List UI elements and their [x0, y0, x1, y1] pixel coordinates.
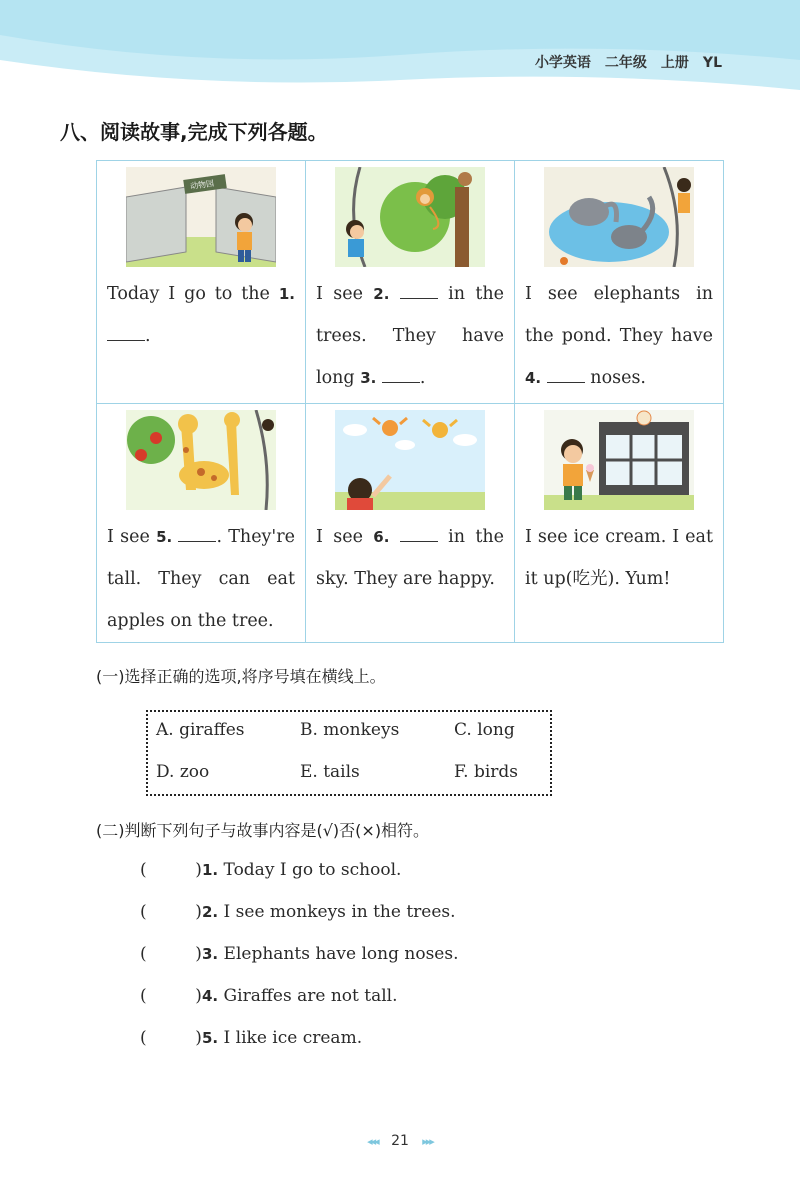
judge-item-3: ( )3. Elephants have long noses.: [140, 944, 459, 964]
options-box: [146, 710, 552, 796]
option-e: E. tails: [300, 762, 360, 782]
birds-sky-illustration: [335, 410, 485, 510]
story-panel-2: [306, 161, 515, 404]
page-footer: [0, 1133, 800, 1149]
ice-cream-shop-illustration: [544, 410, 694, 510]
elephants-pond-illustration: [544, 167, 694, 267]
answer-blank-2[interactable]: [400, 284, 438, 299]
judge-answer-1[interactable]: ( ): [140, 860, 202, 880]
story-grid: [96, 160, 724, 643]
page-number: 21: [391, 1133, 409, 1149]
judge-item-4: ( )4. Giraffes are not tall.: [140, 986, 398, 1006]
giraffes-illustration: [126, 410, 276, 510]
story-panel-4: [97, 404, 306, 643]
judge-answer-4[interactable]: ( ): [140, 986, 202, 1006]
judge-item-1: ( )1. Today I go to school.: [140, 860, 402, 880]
part1-title: (一)选择正确的选项,将序号填在横线上。: [96, 667, 386, 686]
story-text-4: I see 5. . They're tall. They can eat apples on the tree.: [107, 527, 295, 631]
answer-blank-1[interactable]: [107, 326, 145, 341]
story-text-5: I see 6. in the sky. They are happy.: [316, 527, 504, 589]
judge-answer-3[interactable]: ( ): [140, 944, 202, 964]
story-text-6: I see ice cream. I eat it up(吃光). Yum!: [525, 527, 713, 589]
next-arrows-icon: ▸▸▸: [422, 1135, 433, 1148]
part2-title: (二)判断下列句子与故事内容是(√)否(×)相符。: [96, 821, 430, 840]
story-text-1: Today I go to the 1. .: [107, 284, 295, 346]
header-band: [0, 0, 800, 95]
header-book-info: 小学英语 二年级 上册 YL: [534, 55, 722, 71]
monkeys-tree-illustration: [335, 167, 485, 267]
zoo-sign-text: 动物园: [189, 178, 215, 192]
story-panel-6: [515, 404, 724, 643]
option-b: B. monkeys: [300, 720, 400, 740]
story-panel-3: [515, 161, 724, 404]
answer-blank-5[interactable]: [178, 527, 216, 542]
answer-blank-6[interactable]: [400, 527, 438, 542]
option-c: C. long: [454, 720, 515, 740]
story-text-2: I see 2. in the trees. They have long 3. .: [316, 284, 504, 388]
story-panel-5: [306, 404, 515, 643]
judge-item-2: ( )2. I see monkeys in the trees.: [140, 902, 456, 922]
option-f: F. birds: [454, 762, 519, 782]
judge-answer-5[interactable]: ( ): [140, 1028, 202, 1048]
zoo-gate-illustration: [126, 167, 276, 267]
story-text-3: I see elephants in the pond. They have 4. noses.: [525, 284, 713, 388]
answer-blank-4[interactable]: [547, 368, 585, 383]
option-d: D. zoo: [156, 762, 210, 782]
section-title: 八、阅读故事,完成下列各题。: [60, 120, 328, 144]
judge-answer-2[interactable]: ( ): [140, 902, 202, 922]
option-a: A. giraffes: [156, 720, 245, 740]
judge-item-5: ( )5. I like ice cream.: [140, 1028, 363, 1048]
story-panel-1: [97, 161, 306, 404]
prev-arrows-icon: ◂◂◂: [367, 1135, 378, 1148]
answer-blank-3[interactable]: [382, 368, 420, 383]
